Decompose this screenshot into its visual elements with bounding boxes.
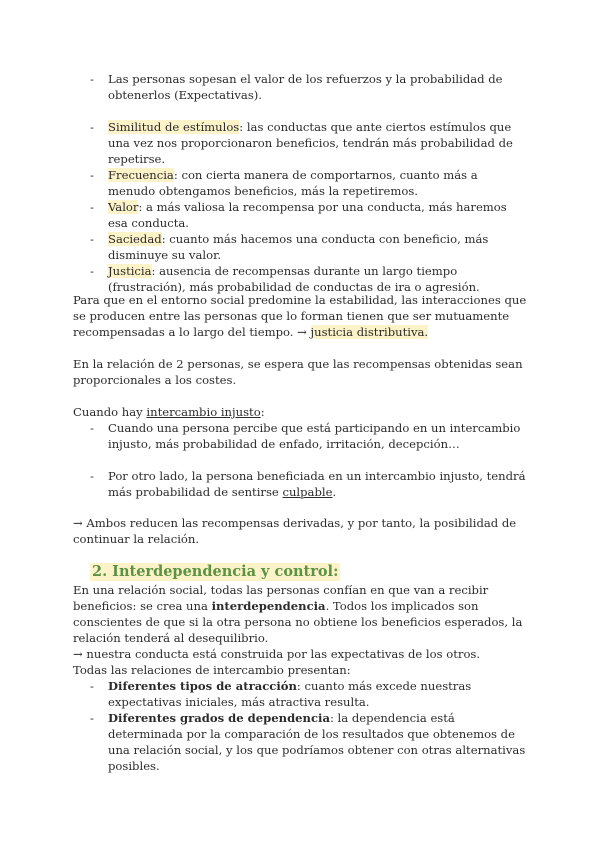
bold-term: interdependencia [211, 599, 326, 613]
paragraph-proportional: En la relación de 2 personas, se espera que las recompensas obtenidas sean proporcionales a los costes. [73, 357, 523, 387]
list-item: - Por otro lado, la persona beneficiada en un intercambio injusto, tendrá más probabilidad de sentirse culpable. [90, 469, 526, 499]
list-item-similitud: - Similitud de estímulos: las conductas que ante ciertos estímulos que una vez nos proporcionaron beneficios, tendrán más probabilidad de repetirse. [90, 120, 513, 166]
paragraph-conclusion: → Ambos reducen las recompensas derivadas, y por tanto, la posibilidad de continuar la relación. [73, 516, 517, 546]
highlighted-term: Similitud de estímulos [108, 120, 240, 134]
underlined-term: intercambio injusto [146, 405, 261, 419]
highlighted-term: justicia distributiva. [310, 325, 429, 339]
unjust-list [0, 420, 600, 500]
underlined-term: culpable [282, 485, 333, 499]
list-item: - Las personas sopesan el valor de los refuerzos y la probabilidad de obtenerlos (Expectativas). [90, 72, 503, 102]
paragraph-interdependence: En una relación social, todas las personas confían en que van a recibir beneficios: se crea una interdependencia. Todos los implicados son conscientes de que si la otra persona no obtiene los beneficios esperados, la relación tenderá al desequilibrio. → nuestra conducta está construida por las expectativas de los otros. [73, 583, 523, 661]
exchange-list [0, 678, 600, 774]
highlighted-term: Saciedad [108, 232, 162, 246]
bold-term: Diferentes tipos de atracción [108, 679, 297, 693]
list-item: - Cuando una persona percibe que está participando en un intercambio injusto, más probabilidad de enfado, irritación, decepción… [90, 421, 521, 451]
list-item: - Diferentes grados de dependencia: la dependencia está determinada por la comparación de los resultados que obtenemos de una relación social, y los que podríamos obtener con otras alternativas posibles. [90, 711, 526, 773]
list-item: - Diferentes tipos de atracción: cuanto más excede nuestras expectativas iniciales, más atractiva resulta. [90, 679, 472, 709]
paragraph-stability: Para que en el entorno social predomine la estabilidad, las interacciones que se producen entre las personas que lo forman tienen que ser mutuamente recompensadas a lo largo del tiempo. → justicia distributiva. [73, 293, 527, 339]
paragraph-unjust-intro: Cuando hay intercambio injusto: [73, 405, 265, 419]
paragraph-exchange-intro: Todas las relaciones de intercambio presentan: [73, 663, 351, 677]
list-item-justicia: - Justicia: ausencia de recompensas durante un largo tiempo (frustración), más probabilidad de conductas de ira o agresión. [90, 264, 480, 294]
highlighted-term: Frecuencia [108, 168, 174, 182]
list-item-frecuencia: - Frecuencia: con cierta manera de comportarnos, cuanto más a menudo obtengamos beneficios, más la repetiremos. [90, 168, 478, 198]
highlighted-term: Justicia [108, 264, 152, 278]
list-item-saciedad: - Saciedad: cuanto más hacemos una conducta con beneficio, más disminuye su valor. [90, 232, 489, 262]
highlighted-term: Valor [108, 200, 139, 214]
factors-list [0, 71, 600, 295]
section-heading: 2. Interdependencia y control: [92, 563, 339, 580]
list-item-valor: - Valor: a más valiosa la recompensa por una conducta, más haremos esa conducta. [90, 200, 507, 230]
bold-term: Diferentes grados de dependencia [108, 711, 330, 725]
